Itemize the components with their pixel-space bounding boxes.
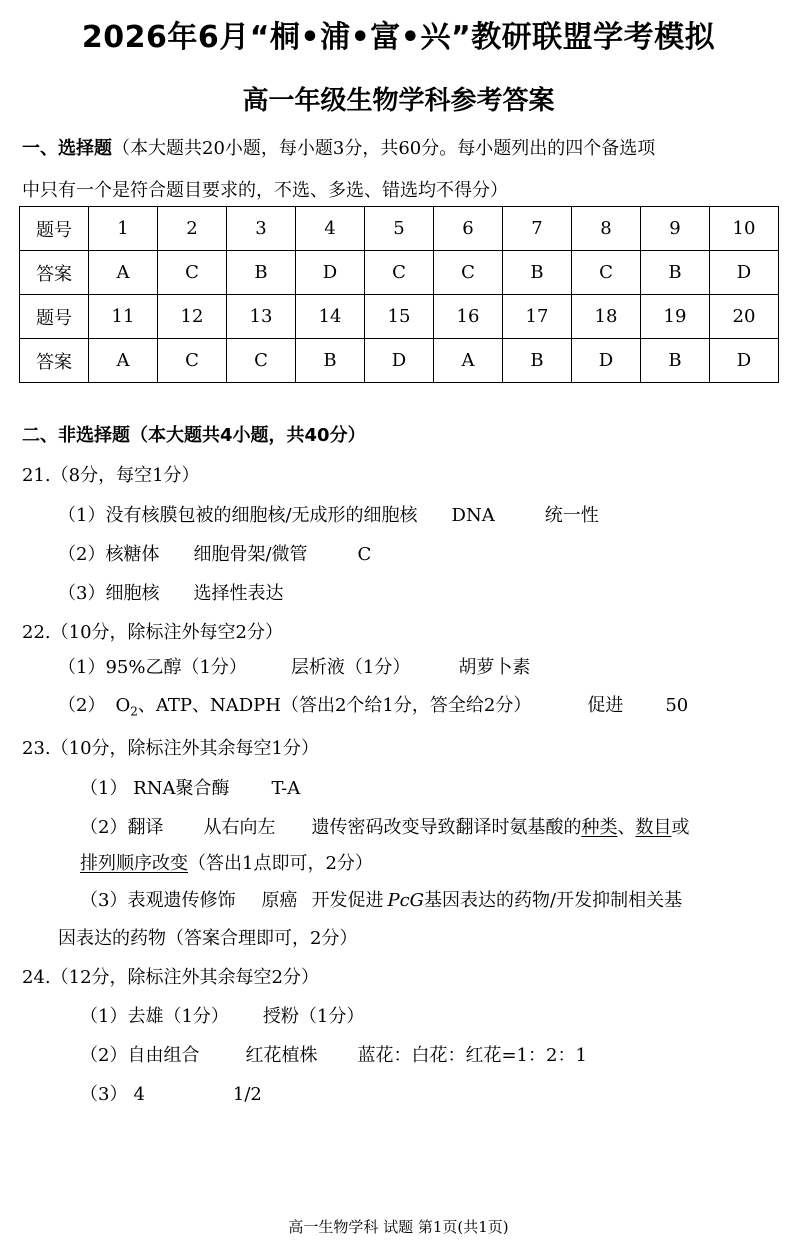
answer-label: 答案: [20, 251, 89, 295]
q22-heading: 22.（10分，除标注外每空2分）: [22, 622, 283, 643]
table-cell: A: [434, 339, 503, 383]
answer-text: 选择性表达: [193, 583, 284, 604]
table-cell: 1: [89, 207, 158, 251]
table-cell: 11: [89, 295, 158, 339]
q22-answer-line: [58, 653, 530, 679]
answer-text: 基因表达的药物/开发抑制相关基: [424, 890, 683, 911]
answer-table: [19, 206, 779, 383]
answer-text: 4: [133, 1084, 145, 1105]
answer-text: （2）自由组合: [80, 1045, 200, 1066]
part1-instructions-line1: （本大题共20小题，每小题3分，共60分。每小题列出的四个备选项: [112, 138, 656, 159]
table-cell: B: [503, 251, 572, 295]
answer-text: 红花植株: [245, 1045, 318, 1066]
answer-text: （2）核糖体: [58, 544, 160, 565]
table-cell: B: [503, 339, 572, 383]
table-cell: 15: [365, 295, 434, 339]
q21-answer-line: [58, 579, 283, 605]
q23-answer-line: 因表达的药物（答案合理即可，2分）: [58, 928, 358, 949]
q24-answer-line: [80, 1080, 262, 1106]
page-subtitle: 高一年级生物学科参考答案: [242, 86, 555, 116]
table-cell: 8: [572, 207, 641, 251]
answer-text: 促进: [587, 695, 624, 716]
table-cell: B: [641, 251, 710, 295]
answer-text: T-A: [271, 778, 301, 799]
part1-instructions: [22, 134, 655, 160]
answer-text: 1/2: [232, 1084, 262, 1105]
table-cell: 13: [227, 295, 296, 339]
table-cell: C: [365, 251, 434, 295]
answer-text: 50: [665, 695, 689, 716]
q24-heading: 24.（12分，除标注外其余每空2分）: [22, 967, 319, 988]
table-cell: 9: [641, 207, 710, 251]
answer-text: C: [357, 544, 372, 565]
answer-text: （1）没有核膜包被的细胞核/无成形的细胞核: [58, 505, 418, 526]
table-cell: 3: [227, 207, 296, 251]
answer-text: （2）翻译: [80, 817, 164, 838]
table-row: [20, 251, 779, 295]
answer-text: 遗传密码改变导致翻译时氨基酸的: [311, 817, 582, 838]
answer-text: 原癌: [261, 890, 298, 911]
page-footer: 高一生物学科 试题 第1页(共1页): [288, 1218, 509, 1236]
part2-heading: 二、非选择题（本大题共4小题，共40分）: [22, 425, 366, 446]
table-cell: A: [89, 251, 158, 295]
answer-text: 层析液（1分）: [290, 657, 411, 678]
answer-text: 或: [671, 817, 690, 838]
answer-text: 从右向左: [203, 817, 276, 838]
answer-text: 蓝花：白花：红花=1：2：1: [357, 1045, 587, 1066]
underlined-text: 数目: [635, 817, 672, 838]
part1-heading: 一、选择题: [22, 138, 112, 159]
underlined-text: 排列顺序改变: [80, 853, 188, 874]
table-cell: C: [572, 251, 641, 295]
table-cell: 12: [158, 295, 227, 339]
q23-heading: 23.（10分，除标注外其余每空1分）: [22, 738, 319, 759]
answer-text: （3）表观遗传修饰: [80, 890, 236, 911]
table-cell: 16: [434, 295, 503, 339]
table-cell: D: [365, 339, 434, 383]
answer-text: 授粉（1分）: [262, 1006, 365, 1027]
table-cell: 5: [365, 207, 434, 251]
table-cell: C: [434, 251, 503, 295]
q23-answer-line: [80, 886, 682, 912]
table-cell: 19: [641, 295, 710, 339]
table-cell: 14: [296, 295, 365, 339]
table-row: [20, 295, 779, 339]
q24-answer-line: [80, 1041, 587, 1067]
q23-answer-line: [80, 849, 373, 875]
q22-answer-line: [58, 691, 688, 719]
question-number-label: 题号: [20, 207, 89, 251]
table-cell: C: [227, 339, 296, 383]
page-title: 2026年6月“桐•浦•富•兴”教研联盟学考模拟: [81, 20, 716, 55]
answer-text: （2）: [58, 695, 106, 716]
table-cell: C: [158, 339, 227, 383]
answer-text: （3）细胞核: [58, 583, 160, 604]
q23-answer-line: [80, 813, 689, 839]
table-cell: D: [710, 339, 779, 383]
table-cell: A: [89, 339, 158, 383]
answer-text: 细胞骨架/微管: [193, 544, 308, 565]
question-number-label: 题号: [20, 295, 89, 339]
answer-text: DNA: [451, 505, 495, 526]
answer-label: 答案: [20, 339, 89, 383]
q21-heading: 21.（8分，每空1分）: [22, 465, 200, 486]
table-cell: B: [227, 251, 296, 295]
q23-answer-line: [80, 774, 300, 800]
table-cell: 18: [572, 295, 641, 339]
answer-text: （答出1点即可，2分）: [188, 853, 373, 874]
table-cell: 2: [158, 207, 227, 251]
part1-instructions-line2: 中只有一个是符合题目要求的，不选、多选、错选均不得分）: [22, 180, 508, 201]
q21-answer-line: [58, 501, 599, 527]
table-cell: 17: [503, 295, 572, 339]
table-cell: B: [296, 339, 365, 383]
table-cell: D: [572, 339, 641, 383]
subscript: 2: [130, 704, 138, 719]
q21-answer-line: [58, 540, 371, 566]
answer-text: O: [115, 695, 131, 716]
answer-text: （1）95%乙醇（1分）: [58, 657, 247, 678]
answer-text: 、: [617, 817, 636, 838]
answer-text: 、ATP、NADPH（答出2个给1分，答全给2分）: [137, 695, 532, 716]
table-cell: C: [158, 251, 227, 295]
answer-text: （3）: [80, 1084, 128, 1105]
answer-text: 统一性: [544, 505, 599, 526]
table-cell: 7: [503, 207, 572, 251]
table-cell: D: [296, 251, 365, 295]
table-row: [20, 207, 779, 251]
answer-text: 胡萝卜素: [458, 657, 531, 678]
answer-text: （1） RNA聚合酶: [80, 778, 230, 799]
italic-text: PcG: [387, 890, 425, 911]
table-cell: D: [710, 251, 779, 295]
answer-text: 开发促进: [311, 890, 384, 911]
table-cell: 10: [710, 207, 779, 251]
table-cell: 6: [434, 207, 503, 251]
q24-answer-line: [80, 1002, 364, 1028]
table-row: [20, 339, 779, 383]
table-cell: B: [641, 339, 710, 383]
table-cell: 4: [296, 207, 365, 251]
underlined-text: 种类: [581, 817, 618, 838]
table-cell: 20: [710, 295, 779, 339]
answer-text: （1）去雄（1分）: [80, 1006, 229, 1027]
